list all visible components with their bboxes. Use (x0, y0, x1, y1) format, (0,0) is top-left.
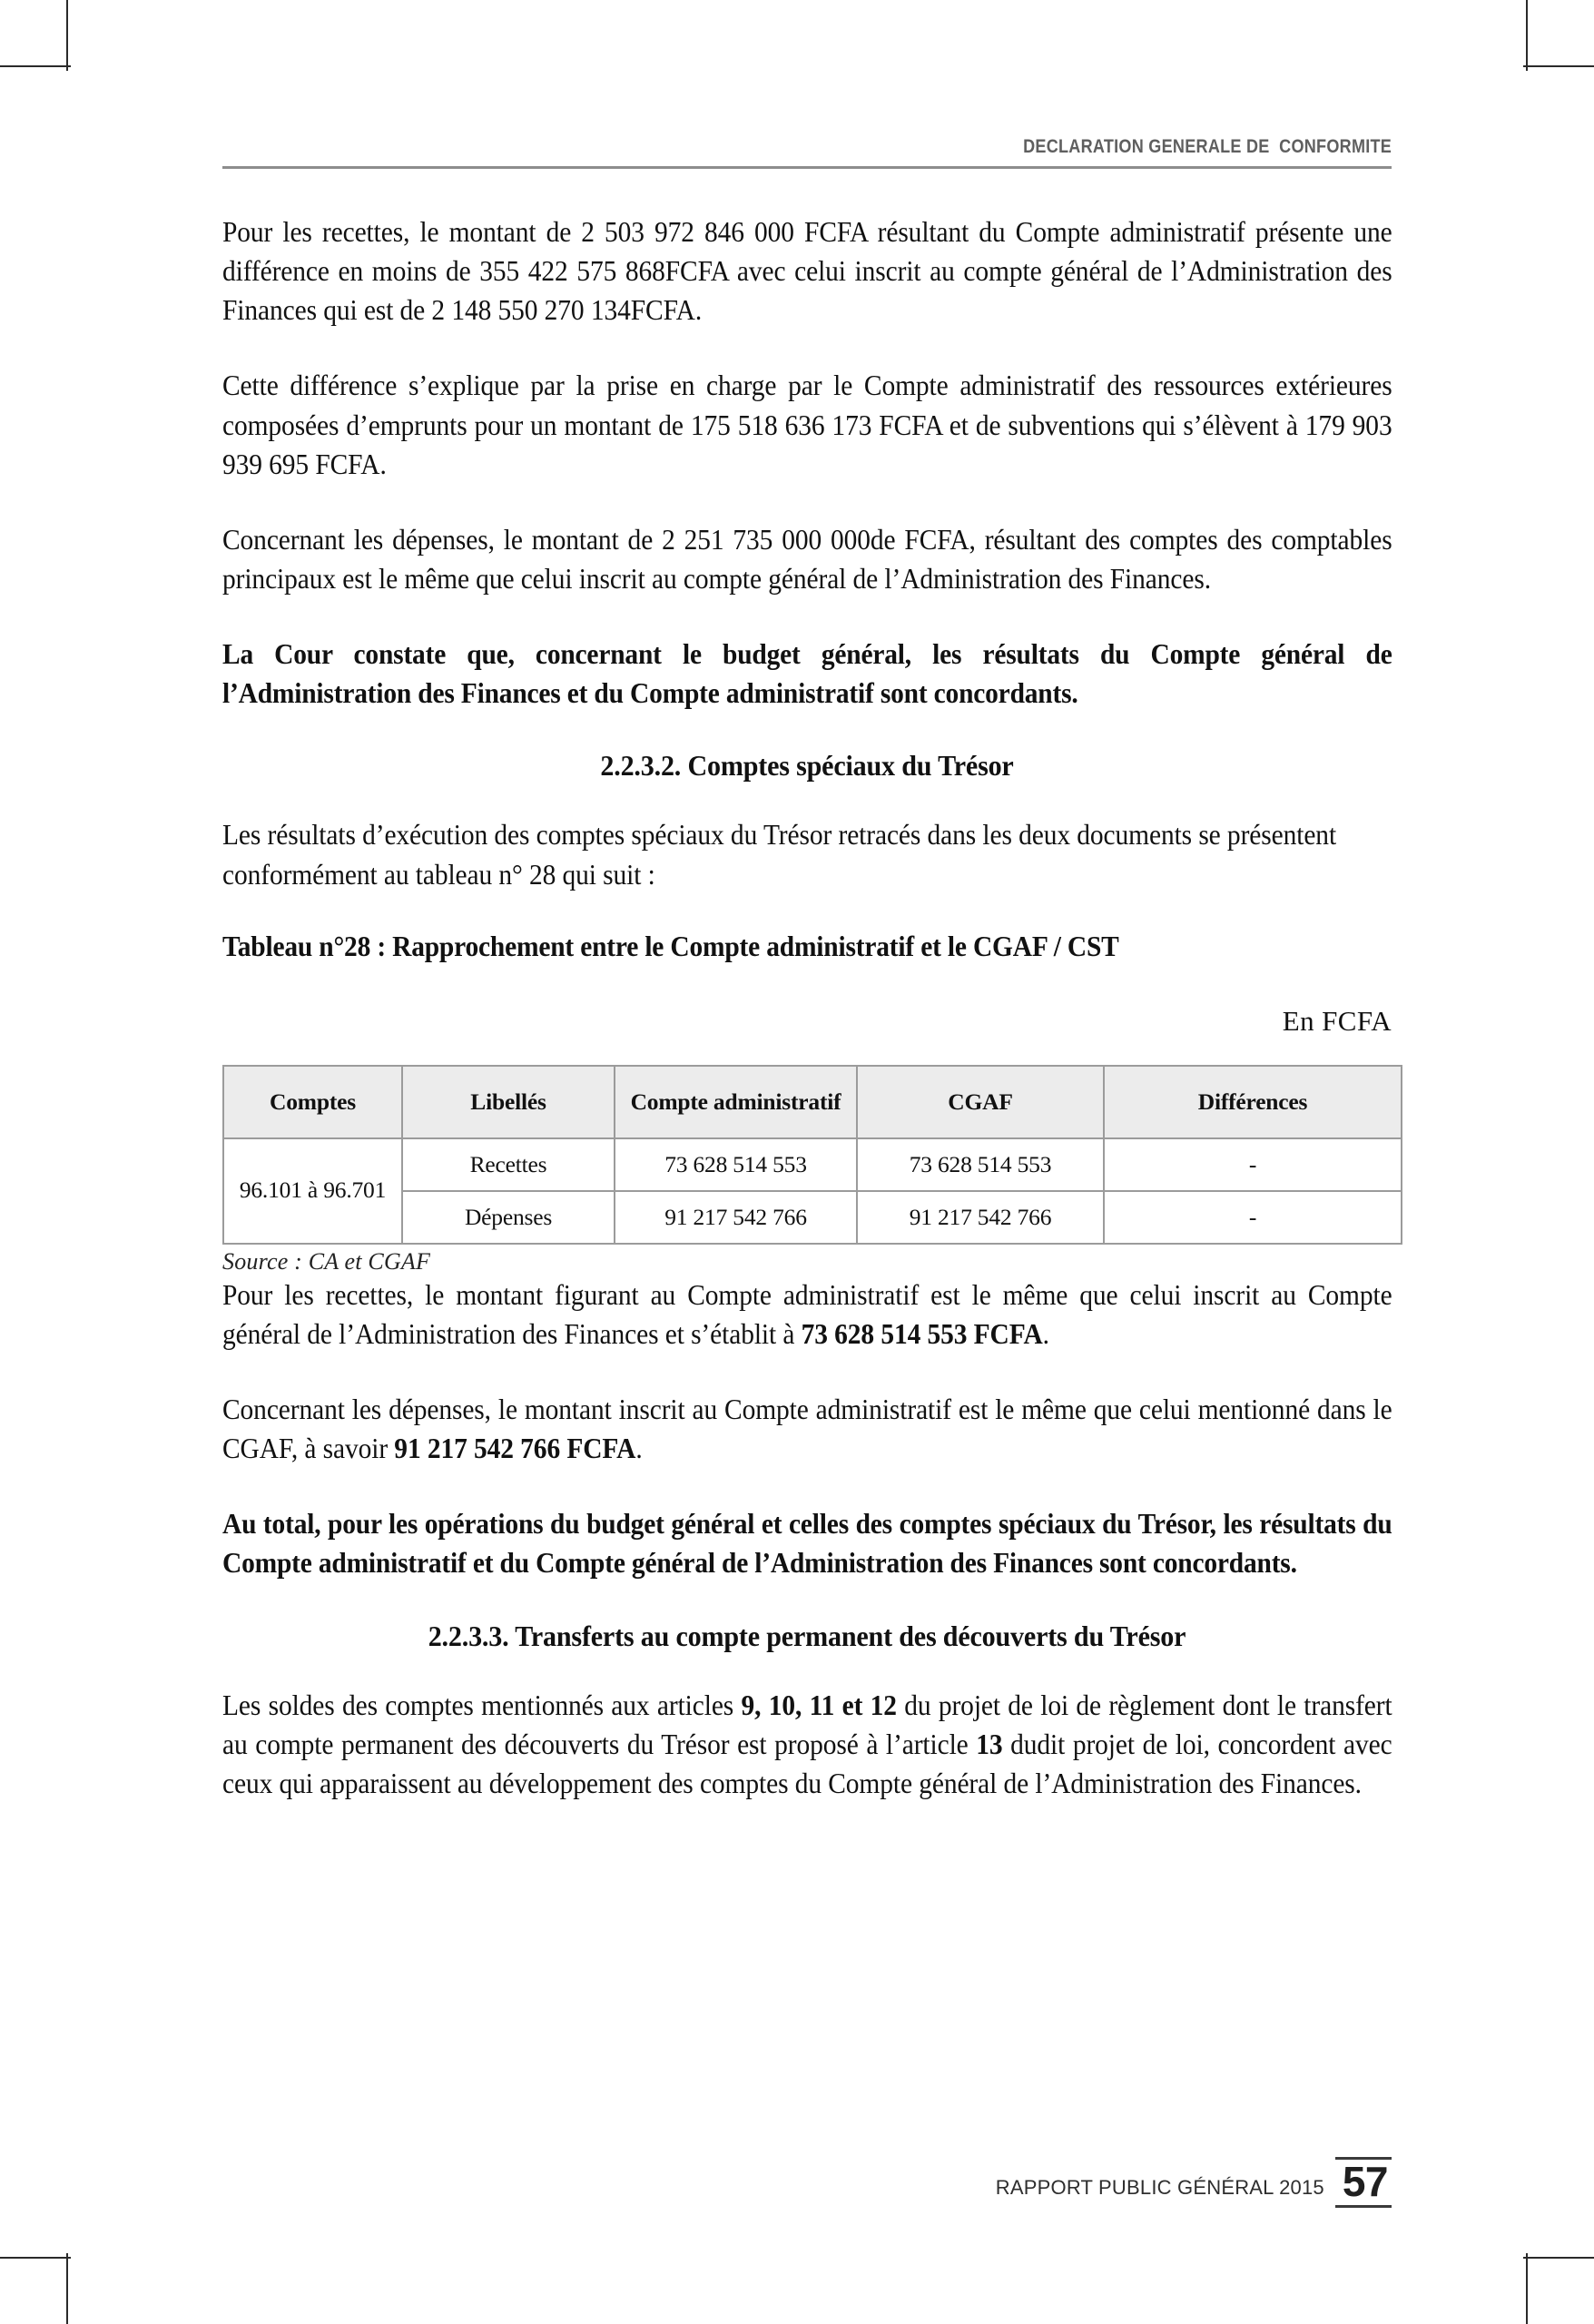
table-cell-ca-recettes: 73 628 514 553 (615, 1138, 857, 1191)
paragraph-recettes-cst (222, 1275, 1392, 1354)
table-cell-difference-recettes: - (1104, 1138, 1402, 1191)
table-header-cgaf: CGAF (857, 1066, 1104, 1138)
table-cell-libelle-recettes: Recettes (402, 1138, 615, 1191)
paragraph-conclusion-budget-general: La Cour constate que, concernant le budget général, les résultats du Compte général de l’Administration des Finances et du Compte administratif sont concordants. (222, 638, 1392, 710)
crop-mark-bottom-left-vertical (66, 2253, 68, 2324)
footer-label: RAPPORT PUBLIC GÉNÉRAL 2015 (995, 2176, 1324, 2199)
table-header-compte-administratif: Compte administratif (615, 1066, 857, 1138)
paragraph-recettes-cst-text: Pour les recettes, le montant figurant au Compte administratif est le même que celui inscrit au Compte général de l’Administration des Finances et s’établit à (222, 1278, 1392, 1350)
crop-mark-bottom-right-horizontal (1523, 2257, 1594, 2259)
paragraph-depenses-budget-general: Concernant les dépenses, le montant de 2 251 735 000 000de FCFA, résultant des comptes des comptables principaux est le même que celui inscrit au compte général de l’Administration des Finances. (222, 523, 1392, 595)
table-header-differences: Différences (1104, 1066, 1402, 1138)
paragraph-recettes-cst-end: . (1042, 1317, 1049, 1350)
table-cell-cgaf-recettes: 73 628 514 553 (857, 1138, 1104, 1191)
paragraph-transferts-part-a: Les soldes des comptes mentionnés aux articles (222, 1689, 742, 1721)
page-number: 57 (1342, 2158, 1388, 2206)
table-cell-libelle-depenses: Dépenses (402, 1191, 615, 1244)
body-column (222, 212, 1392, 1803)
table-body (223, 1138, 1402, 1244)
table-header-comptes: Comptes (223, 1066, 402, 1138)
paragraph-depenses-cst-text: Concernant les dépenses, le montant inscrit au Compte administratif est le même que celui mentionné dans le CGAF, à savoir (222, 1393, 1392, 1465)
articles-list: 9, 10, 11 et 12 (741, 1689, 897, 1721)
page-footer (996, 2157, 1392, 2208)
crop-mark-top-left-horizontal (0, 65, 71, 67)
paragraph-depenses-cst-end: . (635, 1433, 643, 1465)
paragraph-transferts-part-e: dudit projet de loi, concordent avec ceux qui apparaissent au développement des comptes du Compte général de l’Administration des Finances. (222, 1728, 1392, 1799)
paragraph-transferts-decouverts (222, 1686, 1392, 1803)
crop-mark-top-right-horizontal (1523, 65, 1594, 67)
paragraph-depenses-cst (222, 1390, 1392, 1468)
table-cell-difference-depenses: - (1104, 1191, 1402, 1244)
crop-mark-bottom-right-vertical (1526, 2253, 1528, 2324)
amount-recettes-cst: 73 628 514 553 FCFA (801, 1317, 1043, 1350)
paragraph-recettes-budget-general: Pour les recettes, le montant de 2 503 972 846 000 FCFA résultant du Compte administratif présente une différence en moins de 355 422 575 868FCFA avec celui inscrit au compte général de l’Administration des Finances qui est de 2 148 550 270 134FCFA. (222, 216, 1392, 327)
table-source-note: Source : CA et CGAF (222, 1247, 431, 1275)
table-head (223, 1066, 1402, 1138)
crop-mark-top-right-vertical (1526, 0, 1528, 71)
table-unit-label: En FCFA (1282, 1004, 1392, 1037)
table-header-row (223, 1066, 1402, 1138)
table-title: Tableau n°28 : Rapprochement entre le Compte administratif et le CGAF / CST (222, 930, 1119, 962)
running-head-text: DECLARATION GENERALE DE CONFORMITE (1022, 136, 1392, 157)
reconciliation-table (222, 1065, 1402, 1245)
section-heading-2-2-3-2: 2.2.3.2. Comptes spéciaux du Trésor (600, 749, 1014, 783)
section-heading-2-2-3-3: 2.2.3.3. Transferts au compte permanent des découverts du Trésor (428, 1619, 1186, 1652)
amount-depenses-cst: 91 217 542 766 FCFA (394, 1433, 636, 1465)
paragraph-intro-tableau-28: Les résultats d’exécution des comptes spéciaux du Trésor retracés dans les deux documents se présentent conformément au tableau n° 28 qui suit : (222, 819, 1337, 891)
table-cell-cgaf-depenses: 91 217 542 766 (857, 1191, 1104, 1244)
table-cell-accounts-range: 96.101 à 96.701 (223, 1138, 402, 1244)
table-cell-ca-depenses: 91 217 542 766 (615, 1191, 857, 1244)
paragraph-difference-explication: Cette différence s’explique par la prise en charge par le Compte administratif des ressources extérieures composées d’emprunts pour un montant de 175 518 636 173 FCFA et de subventions qui s’élèvent à 179 903 939 695 FCFA. (222, 369, 1392, 480)
running-head (222, 136, 1392, 169)
page-number-box (1335, 2157, 1392, 2208)
crop-mark-bottom-left-horizontal (0, 2257, 71, 2259)
crop-mark-top-left-vertical (66, 0, 68, 71)
paragraph-conclusion-totale: Au total, pour les opérations du budget général et celles des comptes spéciaux du Trésor, les résultats du Compte administratif et du Compte général de l’Administration des Finances sont concordants. (222, 1508, 1392, 1580)
article-13: 13 (976, 1728, 1003, 1760)
paragraph-transferts-part-c: du projet de loi de règlement dont le transfert au compte permanent des découverts du Trésor est proposé à l’article (222, 1689, 1392, 1760)
table-row (223, 1138, 1402, 1191)
page-content (222, 136, 1392, 1803)
table-header-libelles: Libellés (402, 1066, 615, 1138)
